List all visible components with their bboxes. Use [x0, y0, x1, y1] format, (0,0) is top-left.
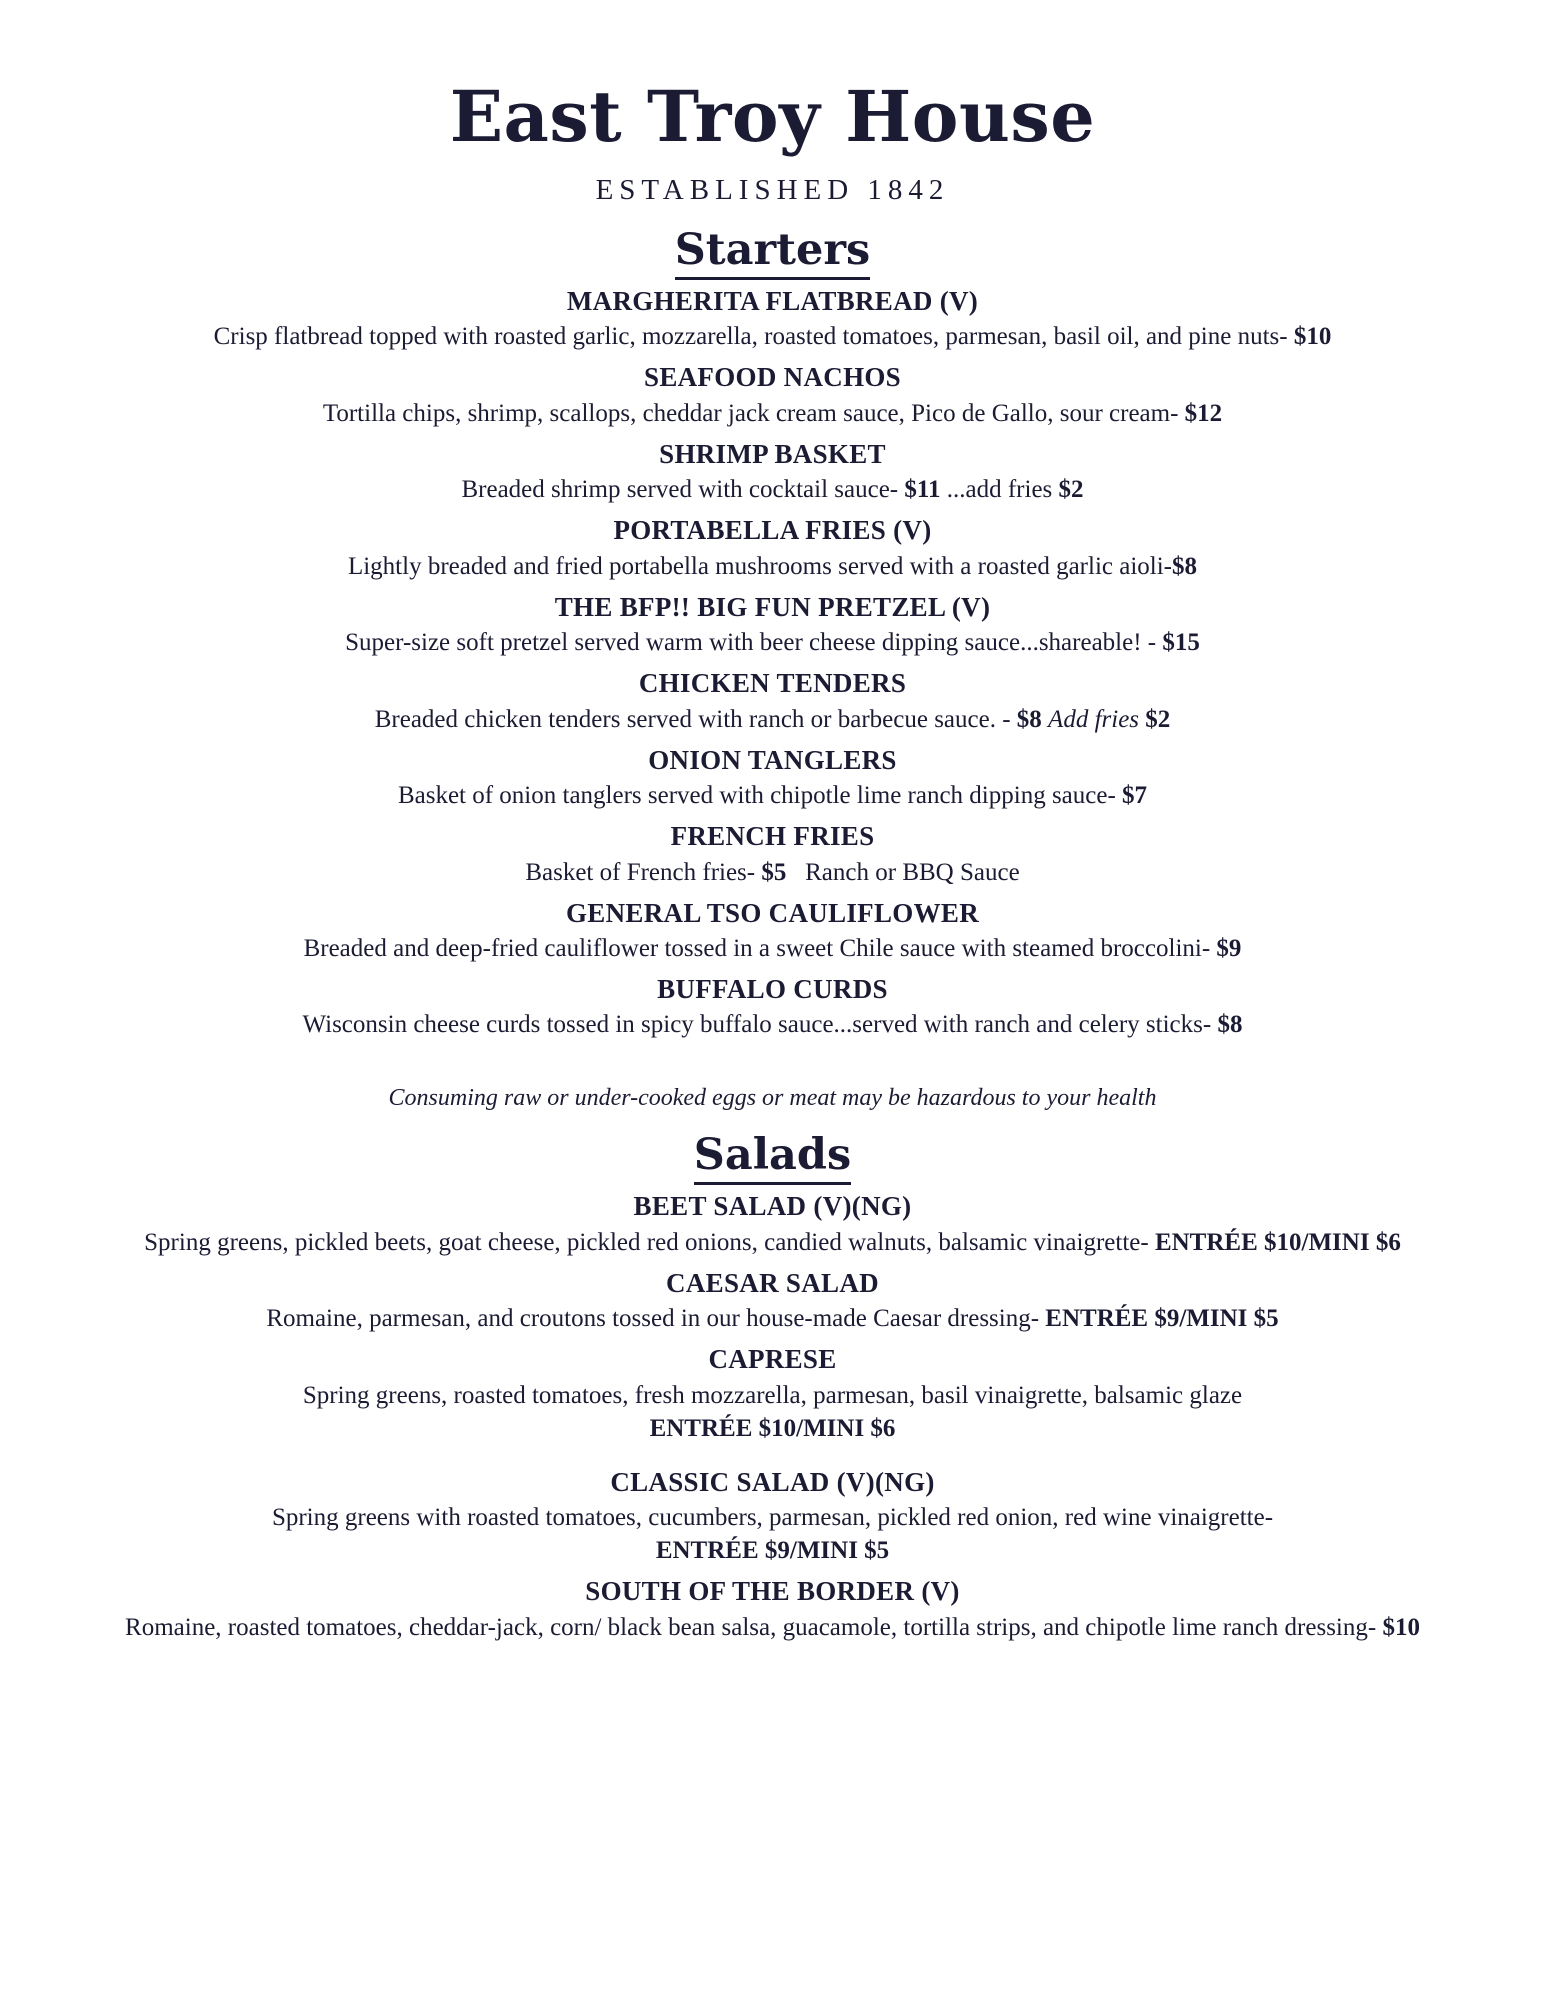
menu-item-name: GENERAL TSO CAULIFLOWER [566, 897, 979, 928]
menu-item [95, 1188, 1450, 1258]
menu-item-description: Breaded shrimp served with cocktail sauce- $11 ...add fries $2 [461, 476, 1084, 504]
menu-item-description: Tortilla chips, shrimp, scallops, cheddar jack cream sauce, Pico de Gallo, sour cream- $12 [322, 399, 1223, 427]
menu-item-description: Crisp flatbread topped with roasted garlic, mozzarella, roasted tomatoes, parmesan, basil oil, and pine nuts- $10 [213, 323, 1332, 351]
section-starters [95, 225, 1450, 1041]
menu-item-description: Romaine, roasted tomatoes, cheddar-jack, corn/ black bean salsa, guacamole, tortilla strips, and chipotle lime ranch dressing- $10 [125, 1613, 1420, 1641]
menu-item-name: MARGHERITA FLATBREAD (V) [566, 286, 979, 316]
menu-item-description: Spring greens with roasted tomatoes, cucumbers, parmesan, pickled red onion, red wine vinaigrette- ENTRÉE $9/MINI $5 [271, 1504, 1274, 1565]
salads-item-list [95, 1188, 1450, 1643]
menu-item [95, 742, 1450, 812]
salad-spacer [95, 1448, 1450, 1458]
menu-item-name: FRENCH FRIES [670, 821, 875, 852]
menu-item [95, 436, 1450, 506]
menu-item [95, 971, 1450, 1041]
menu-item-name: ONION TANGLERS [648, 744, 897, 775]
menu-item-description: Romaine, parmesan, and croutons tossed in our house-made Caesar dressing- ENTRÉE $9/MINI $5 [266, 1305, 1279, 1333]
menu-item [95, 1464, 1450, 1567]
menu-item [95, 1341, 1450, 1444]
health-disclaimer: Consuming raw or under-cooked eggs or meat may be hazardous to your health [388, 1085, 1157, 1112]
menu-item-description: Lightly breaded and fried portabella mushrooms served with a roasted garlic aioli-$8 [347, 552, 1198, 580]
menu-item-name: THE BFP!! BIG FUN PRETZEL (V) [554, 591, 991, 622]
menu-item-name: PORTABELLA FRIES (V) [613, 515, 932, 546]
page-title: East Troy House [449, 75, 1096, 158]
menu-item [95, 818, 1450, 888]
menu-item-name: CHICKEN TENDERS [638, 668, 907, 699]
menu-item [95, 895, 1450, 965]
menu-item-name: CLASSIC SALAD (V)(NG) [610, 1466, 935, 1497]
section-heading-starters [95, 225, 1450, 275]
menu-item-description: Breaded and deep-fried cauliflower tossed in a sweet Chile sauce with steamed broccolini- $9 [303, 934, 1242, 962]
menu-item-description: Super-size soft pretzel served warm with beer cheese dipping sauce...shareable! - $15 [345, 629, 1200, 657]
section-heading-salads [95, 1130, 1450, 1180]
menu-item-description: Wisconsin cheese curds tossed in spicy buffalo sauce...served with ranch and celery sticks- $8 [302, 1011, 1243, 1039]
menu-item [95, 665, 1450, 735]
menu-item-name: CAPRESE [708, 1344, 837, 1375]
menu-item-description: Spring greens, roasted tomatoes, fresh mozzarella, parmesan, basil vinaigrette, balsamic glaze ENTRÉE $10/MINI $6 [302, 1381, 1243, 1442]
menu-item [95, 1265, 1450, 1335]
menu-item-description: Breaded chicken tenders served with ranch or barbecue sauce. - $8 Add fries $2 [374, 705, 1171, 733]
menu-item-name: SHRIMP BASKET [659, 438, 886, 469]
menu-item-name: SEAFOOD NACHOS [644, 362, 901, 393]
menu-item-name: SOUTH OF THE BORDER (V) [585, 1576, 960, 1607]
established-subtitle: ESTABLISHED 1842 [595, 174, 950, 206]
menu-item-description: Basket of French fries- $5 Ranch or BBQ Sauce [525, 858, 1020, 886]
menu-item-name: BUFFALO CURDS [657, 973, 888, 1004]
menu-item [95, 359, 1450, 429]
starters-item-list [95, 283, 1450, 1041]
menu-item [95, 1573, 1450, 1643]
section-heading-starters-label: Starters [675, 225, 871, 280]
menu-item-name: BEET SALAD (V)(NG) [633, 1191, 912, 1222]
section-salads [95, 1130, 1450, 1643]
section-heading-salads-label: Salads [694, 1130, 851, 1185]
menu-item-description: Basket of onion tanglers served with chipotle lime ranch dipping sauce- $7 [397, 782, 1148, 810]
menu-item [95, 512, 1450, 582]
menu-item-description: Spring greens, pickled beets, goat cheese, pickled red onions, candied walnuts, balsamic vinaigrette- ENTRÉE $10/MINI $6 [144, 1228, 1401, 1256]
menu-item [95, 283, 1450, 353]
menu-item [95, 589, 1450, 659]
menu-item-name: CAESAR SALAD [666, 1267, 879, 1298]
